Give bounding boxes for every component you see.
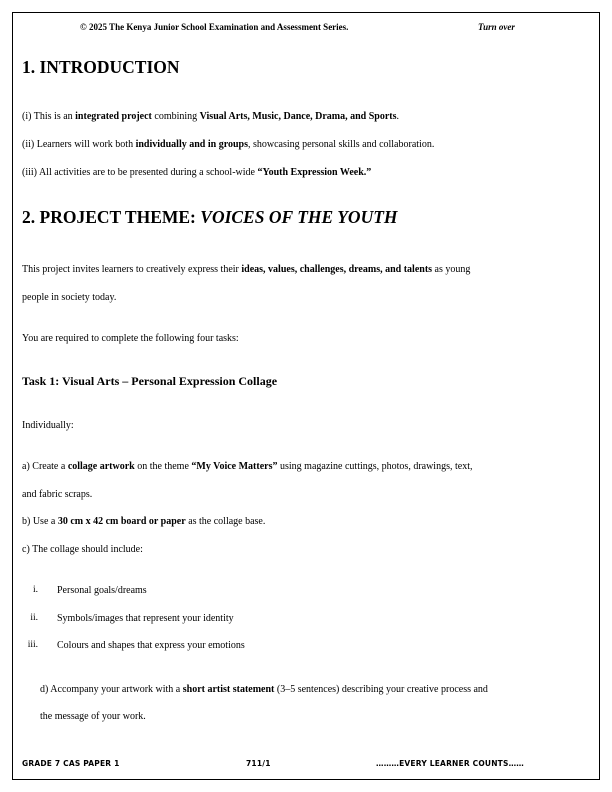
bold-text-run: short artist statement bbox=[182, 684, 275, 695]
intro-item-1 bbox=[22, 110, 399, 123]
text-run: using magazine cuttings, photos, drawings, text, bbox=[277, 461, 473, 472]
text-run: combining bbox=[151, 111, 200, 122]
footer-slogan: ………EVERY LEARNER COUNTS…… bbox=[376, 759, 524, 768]
bold-text-run: “Youth Expression Week.” bbox=[257, 167, 372, 178]
list-item-number: iii. bbox=[27, 640, 38, 650]
intro-item-2 bbox=[22, 138, 434, 151]
bold-text-run: “My Voice Matters” bbox=[191, 461, 278, 472]
task-1-item-d-line-1 bbox=[40, 683, 488, 696]
bold-text-run: 30 cm x 42 cm board or paper bbox=[57, 516, 186, 527]
task-1-item-c: c) The collage should include: bbox=[22, 544, 143, 555]
task-1-item-a-line-2: and fabric scraps. bbox=[22, 489, 93, 500]
header-turn-over: Turn over bbox=[478, 22, 515, 32]
list-item: Symbols/images that represent your identity bbox=[57, 613, 234, 624]
task-1-item-b bbox=[22, 515, 265, 528]
page-border bbox=[12, 12, 600, 780]
header-copyright: © 2025 The Kenya Junior School Examination and Assessment Series. bbox=[80, 22, 349, 32]
bold-text-run: Visual Arts, Music, Dance, Drama, and Sports bbox=[199, 111, 397, 122]
bold-text-run: ideas, values, challenges, dreams, and talents bbox=[241, 264, 433, 275]
text-run: a) Create a bbox=[22, 461, 68, 472]
list-item-number: ii. bbox=[30, 613, 38, 623]
theme-intro-line-2: people in society today. bbox=[22, 292, 117, 303]
text-run: . bbox=[396, 111, 400, 122]
task-1-item-d-line-2: the message of your work. bbox=[40, 711, 146, 722]
bold-text-run: integrated project bbox=[75, 111, 152, 122]
text-run: , showcasing personal skills and collaboration. bbox=[247, 139, 435, 150]
section-2-heading-prefix: 2. PROJECT THEME: bbox=[22, 207, 201, 227]
text-run: This project invites learners to creatively express their bbox=[22, 264, 242, 275]
text-run: d) Accompany your artwork with a bbox=[40, 684, 183, 695]
individually-label: Individually: bbox=[22, 420, 74, 431]
text-run: on the theme bbox=[134, 461, 192, 472]
intro-item-3 bbox=[22, 166, 371, 179]
text-run: (i) This is an bbox=[22, 111, 76, 122]
text-run: as the collage base. bbox=[185, 516, 266, 527]
text-run: (iii) All activities are to be presented during a school-wide bbox=[22, 167, 258, 178]
section-2-heading bbox=[22, 207, 398, 228]
list-item: Personal goals/dreams bbox=[57, 585, 147, 596]
footer-paper-code: GRADE 7 CAS PAPER 1 bbox=[22, 759, 120, 768]
text-run: (3–5 sentences) describing your creative process and bbox=[274, 684, 488, 695]
bold-text-run: individually and in groups bbox=[135, 139, 248, 150]
text-run: as young bbox=[432, 264, 471, 275]
list-item-number: i. bbox=[32, 585, 38, 595]
bold-text-run: collage artwork bbox=[67, 461, 135, 472]
text-run: (ii) Learners will work both bbox=[22, 139, 136, 150]
tasks-instruction: You are required to complete the following four tasks: bbox=[22, 333, 239, 344]
list-item: Colours and shapes that express your emotions bbox=[57, 640, 245, 651]
footer-paper-number: 711/1 bbox=[246, 759, 271, 768]
section-1-heading: 1. INTRODUCTION bbox=[22, 57, 180, 77]
theme-intro-line-1 bbox=[22, 263, 470, 276]
task-1-item-a-line-1 bbox=[22, 460, 472, 473]
section-2-theme: VOICES OF THE YOUTH bbox=[200, 207, 398, 227]
task-1-heading: Task 1: Visual Arts – Personal Expression Collage bbox=[22, 374, 278, 388]
text-run: b) Use a bbox=[22, 516, 58, 527]
